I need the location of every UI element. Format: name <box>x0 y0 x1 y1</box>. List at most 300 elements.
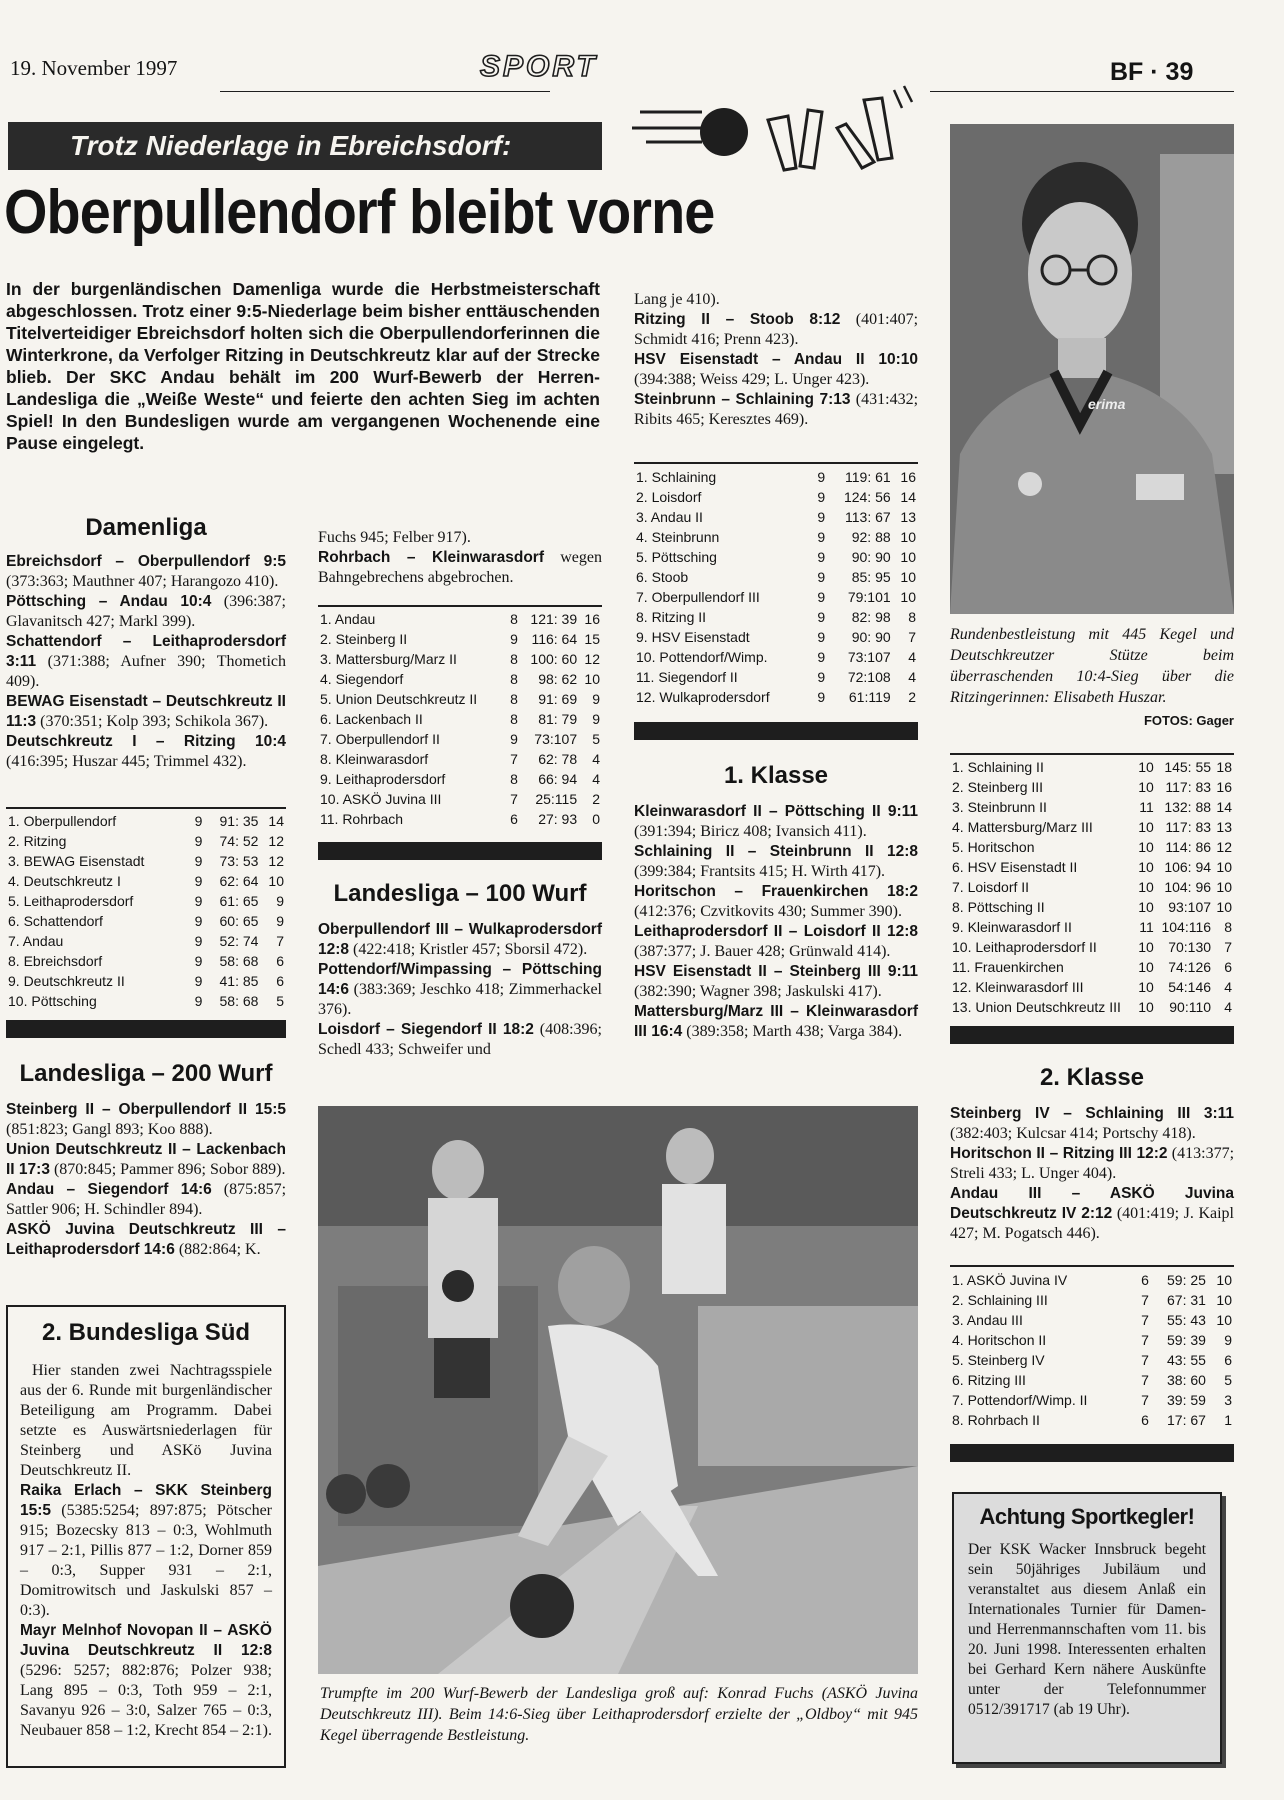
team-cell: 3. Mattersburg/Marz II <box>320 651 457 667</box>
points-cell: 10 <box>584 671 600 687</box>
team-cell: 9. Deutschkreutz II <box>8 973 125 989</box>
team-cell: 6. HSV Eisenstadt II <box>952 859 1078 875</box>
team-cell: 5. Horitschon <box>952 839 1035 855</box>
table-row <box>950 977 1234 997</box>
team-cell: 10. Leithaprodersdorf II <box>952 939 1097 955</box>
table-row <box>318 769 602 789</box>
damenliga-section <box>6 514 286 772</box>
score-cell: 38: 60 <box>1167 1372 1206 1388</box>
games-cell: 9 <box>817 529 826 545</box>
table-row <box>950 1330 1234 1350</box>
team-cell: 8. Ritzing II <box>636 609 707 625</box>
result-entry: Pöttsching – Andau 10:4 (396:387; Glavanitsch 427; Markl 399). <box>6 593 286 630</box>
team-cell: 7. Loisdorf II <box>952 879 1030 895</box>
games-cell: 9 <box>817 509 826 525</box>
team-cell: 7. Pottendorf/Wimp. II <box>952 1392 1088 1408</box>
team-cell: 1. Schlaining II <box>952 759 1044 775</box>
table-row <box>6 971 286 991</box>
score-cell: 114: 86 <box>1165 839 1212 855</box>
score-cell: 25:115 <box>535 791 578 807</box>
score-cell: 132: 88 <box>1164 799 1212 815</box>
table-row <box>950 917 1234 937</box>
team-cell: 1. Oberpullendorf <box>8 813 117 829</box>
team-cell: 9. Leithaprodersdorf <box>320 771 446 787</box>
team-cell: 2. Loisdorf <box>636 489 702 505</box>
score-cell: 61:119 <box>848 689 891 705</box>
team-cell: 7. Andau <box>8 933 64 949</box>
table-row <box>950 777 1234 797</box>
score-cell: 90: 90 <box>851 549 891 565</box>
result-entry: Horitschon II – Ritzing III 12:2 (413:377; Streli 433; L. Unger 404). <box>950 1145 1235 1182</box>
bundesliga-box <box>6 1305 286 1768</box>
score-cell: 91: 35 <box>219 813 259 829</box>
team-cell: 1. ASKÖ Juvina IV <box>952 1272 1068 1288</box>
score-cell: 100: 60 <box>530 651 578 667</box>
score-cell: 121: 39 <box>530 611 578 627</box>
points-cell: 8 <box>908 609 916 625</box>
table-row <box>318 609 602 629</box>
table-row <box>950 877 1234 897</box>
games-cell: 10 <box>1138 939 1154 955</box>
team-cell: 2. Steinberg II <box>320 631 408 647</box>
team-cell: 3. Steinbrunn II <box>952 799 1047 815</box>
games-cell: 9 <box>194 853 203 869</box>
landesliga200-continued <box>318 528 602 588</box>
table-row <box>634 467 918 487</box>
points-cell: 6 <box>1224 1352 1232 1368</box>
damenliga-table-rule <box>6 807 286 809</box>
team-cell: 10. ASKÖ Juvina III <box>320 791 442 807</box>
score-cell: 52: 74 <box>219 933 259 949</box>
table-row <box>950 837 1234 857</box>
games-cell: 6 <box>1141 1412 1149 1428</box>
table-row <box>950 757 1234 777</box>
score-cell: 145: 55 <box>1164 759 1212 775</box>
team-cell: 2. Schlaining III <box>952 1292 1048 1308</box>
team-cell: 2. Ritzing <box>8 833 67 849</box>
games-cell: 9 <box>194 913 203 929</box>
points-cell: 4 <box>908 649 916 665</box>
score-cell: 39: 59 <box>1167 1392 1206 1408</box>
result-entry: Loisdorf – Siegendorf II 18:2 (408:396; Schedl 433; Schweifer und <box>318 1021 602 1058</box>
bundesliga-title: 2. Bundesliga Süd <box>41 1319 251 1346</box>
points-cell: 10 <box>1216 859 1232 875</box>
headline: Oberpullendorf bleibt vorne <box>4 178 715 247</box>
table-row <box>318 729 602 749</box>
score-cell: 91: 69 <box>538 691 578 707</box>
table-row <box>950 997 1234 1017</box>
games-cell: 9 <box>817 669 826 685</box>
table-row <box>950 817 1234 837</box>
games-cell: 8 <box>510 691 518 707</box>
section-divider <box>950 1444 1234 1462</box>
games-cell: 10 <box>1138 759 1154 775</box>
table-row <box>318 629 602 649</box>
points-cell: 2 <box>908 689 916 705</box>
result-entry: BEWAG Eisenstadt – Deutschkreutz II 11:3 (370:351; Kolp 393; Schikola 367). <box>6 693 286 730</box>
table-row <box>6 911 286 931</box>
points-cell: 16 <box>1216 779 1232 795</box>
kicker: Trotz Niederlage in Ebreichsdorf: <box>70 130 512 161</box>
table-row <box>318 789 602 809</box>
games-cell: 10 <box>1138 859 1154 875</box>
table-row <box>318 669 602 689</box>
games-cell: 9 <box>817 589 826 605</box>
team-cell: 4. Horitschon II <box>952 1332 1047 1348</box>
result-entry: Pottendorf/Wimpassing – Pöttsching 14:6 (383:369; Jeschko 418; Zimmerhackel 376). <box>318 961 603 1018</box>
standings-table <box>634 467 918 707</box>
points-cell: 9 <box>276 913 284 929</box>
table-row <box>6 931 286 951</box>
games-cell: 8 <box>510 671 518 687</box>
points-cell: 16 <box>900 469 916 485</box>
klasse1-title: 1. Klasse <box>723 762 829 789</box>
table-row <box>634 507 918 527</box>
result-entry: Kleinwarasdorf II – Pöttsching II 9:11 (391:394; Biricz 408; Ivansich 411). <box>634 803 918 840</box>
landesliga100-section <box>318 880 602 1060</box>
games-cell: 9 <box>194 993 203 1009</box>
games-cell: 7 <box>1141 1332 1149 1348</box>
points-cell: 2 <box>592 791 600 807</box>
table-row <box>318 689 602 709</box>
games-cell: 11 <box>1139 919 1154 935</box>
bowling-graphic-icon <box>632 80 932 176</box>
team-cell: 5. Union Deutschkreutz II <box>320 691 478 707</box>
result-entry: Leithaprodersdorf II – Loisdorf II 12:8 (387:377; J. Bauer 428; Grünwald 414). <box>634 923 918 960</box>
klasse2-table-rule <box>950 1265 1234 1267</box>
score-cell: 85: 95 <box>851 569 891 585</box>
table-row <box>950 1370 1234 1390</box>
points-cell: 10 <box>1216 879 1232 895</box>
result-entry: Steinbrunn – Schlaining 7:13 (431:432; Ribits 465; Keresztes 469). <box>634 391 919 428</box>
table-row <box>634 527 918 547</box>
points-cell: 14 <box>268 813 284 829</box>
games-cell: 10 <box>1138 879 1154 895</box>
table-row <box>634 647 918 667</box>
games-cell: 9 <box>817 489 826 505</box>
landesliga100-results <box>318 920 602 1060</box>
table-row <box>634 667 918 687</box>
team-cell: 5. Pöttsching <box>636 549 717 565</box>
games-cell: 9 <box>194 893 203 909</box>
games-cell: 7 <box>510 791 518 807</box>
games-cell: 9 <box>817 569 826 585</box>
games-cell: 10 <box>1138 979 1154 995</box>
games-cell: 6 <box>1141 1272 1149 1288</box>
result-entry: Mayr Melnhof Novopan II – ASKÖ Juvina Deutschkreutz II 12:8 (5296: 5257; 882:876; Polzer 938; Lang 895 – 0:3, Toth 959 – 2:1, Savanyu 926 – 3:0, Salzer 765 – 0:3, Neubauer 858 – 1:2, Krecht 854 – 2:1). <box>20 1622 272 1739</box>
points-cell: 0 <box>592 811 600 827</box>
points-cell: 4 <box>1224 979 1232 995</box>
result-entry: Deutschkreutz I – Ritzing 10:4 (416:395; Huszar 445; Trimmel 432). <box>6 733 286 770</box>
table-row <box>634 687 918 707</box>
table-row <box>950 957 1234 977</box>
klasse2-title: 2. Klasse <box>1039 1064 1145 1091</box>
table-row <box>6 851 286 871</box>
portrait-caption: Rundenbestleistung mit 445 Kegel und Deutschkreutzer Stütze beim überraschenden 10:4-Sieg über die Ritzingerinnen: Elisabeth Huszar. <box>950 626 1234 706</box>
score-cell: 113: 67 <box>845 509 891 525</box>
klasse1-standings <box>950 757 1234 1017</box>
team-cell: 2. Steinberg III <box>952 779 1044 795</box>
team-cell: 3. BEWAG Eisenstadt <box>8 853 145 869</box>
points-cell: 5 <box>592 731 600 747</box>
photo-credit: FOTOS: Gager <box>1143 713 1234 728</box>
table-row <box>6 831 286 851</box>
section-divider <box>6 1020 286 1038</box>
result-entry: Ebreichsdorf – Oberpullendorf 9:5 (373:363; Mauthner 407; Harangozo 410). <box>6 553 286 590</box>
result-entry: Andau – Siegendorf 14:6 (875:857; Sattler 906; H. Schindler 894). <box>6 1181 287 1218</box>
table-row <box>6 891 286 911</box>
bundesliga-text <box>20 1361 272 1741</box>
issue-date: 19. November 1997 <box>10 56 178 80</box>
team-cell: 8. Rohrbach II <box>952 1412 1040 1428</box>
result-entry: Union Deutschkreutz II – Lackenbach II 17:3 (870:845; Pammer 896; Sobor 889). <box>6 1141 286 1178</box>
klasse2-section <box>950 1064 1234 1244</box>
games-cell: 7 <box>510 751 518 767</box>
points-cell: 1 <box>1224 1412 1232 1428</box>
table-row <box>950 1410 1234 1430</box>
table-row <box>950 1290 1234 1310</box>
score-cell: 17: 67 <box>1167 1412 1206 1428</box>
games-cell: 9 <box>817 609 826 625</box>
score-cell: 90: 90 <box>851 629 891 645</box>
points-cell: 14 <box>900 489 916 505</box>
notice-body: Der KSK Wacker Innsbruck begeht sein 50jähriges Jubiläum und veranstaltet aus diesem Anlaß ein Internationales Turnier für Damen- und Herrenmannschaften vom 11. bis 20. Juni 1998. Interessenten erhalten bei Gerhard Kern nähere Auskünfte unter der Telefonnummer 0512/391717 (ab 19 Uhr). <box>968 1541 1206 1718</box>
points-cell: 15 <box>584 631 600 647</box>
bundesliga-intro: Hier standen zwei Nachtragsspiele aus der 6. Runde mit burgenländischer Beteiligung am Programm. Dabei setzte es Auswärtsniederlagen für Steinberg und ASKö Juvina Deutschkreutz II. <box>20 1362 272 1479</box>
landesliga200-standings <box>318 609 602 829</box>
result-entry: Schattendorf – Leithaprodersdorf 3:11 (371:388; Aufner 390; Thometich 409). <box>6 633 287 690</box>
table-row <box>634 607 918 627</box>
score-cell: 61: 65 <box>219 893 259 909</box>
landesliga100-standings <box>634 467 918 707</box>
points-cell: 12 <box>584 651 600 667</box>
table-row <box>634 587 918 607</box>
table-row <box>318 709 602 729</box>
landesliga200-table-rule <box>318 605 602 607</box>
team-cell: 5. Steinberg IV <box>952 1352 1045 1368</box>
score-cell: 117: 83 <box>1165 819 1212 835</box>
result-entry: Horitschon – Frauenkirchen 18:2 (412:376; Czvitkovits 430; Summer 390). <box>634 883 918 920</box>
games-cell: 10 <box>1138 819 1154 835</box>
games-cell: 7 <box>1141 1372 1149 1388</box>
points-cell: 10 <box>1216 1312 1232 1328</box>
games-cell: 7 <box>1141 1392 1149 1408</box>
team-cell: 12. Kleinwarasdorf III <box>952 979 1084 995</box>
points-cell: 13 <box>900 509 916 525</box>
games-cell: 9 <box>817 649 826 665</box>
score-cell: 41: 85 <box>219 973 259 989</box>
points-cell: 9 <box>1224 1332 1232 1348</box>
bowler-scene-icon <box>318 1106 918 1674</box>
table-row <box>634 487 918 507</box>
score-cell: 62: 64 <box>219 873 259 889</box>
page-number: BF · 39 <box>1110 58 1194 86</box>
standings-table <box>950 1270 1234 1430</box>
table-row <box>6 991 286 1011</box>
result-entry: HSV Eisenstadt II – Steinberg III 9:11 (382:390; Wagner 398; Jaskulski 417). <box>634 963 918 1000</box>
header-rule-right <box>930 91 1234 92</box>
games-cell: 9 <box>510 631 518 647</box>
points-cell: 12 <box>268 833 284 849</box>
score-cell: 70:130 <box>1168 939 1212 955</box>
score-cell: 104:116 <box>1161 919 1212 935</box>
team-cell: 8. Kleinwarasdorf <box>320 751 429 767</box>
team-cell: 3. Andau III <box>952 1312 1023 1328</box>
games-cell: 10 <box>1138 959 1154 975</box>
player-portrait-photo <box>950 124 1234 614</box>
games-cell: 10 <box>1138 899 1154 915</box>
score-cell: 62: 78 <box>538 751 578 767</box>
standings-table <box>950 757 1234 1017</box>
team-cell: 10. Pöttsching <box>8 993 97 1009</box>
score-cell: 119: 61 <box>845 469 891 485</box>
games-cell: 7 <box>1141 1292 1149 1308</box>
games-cell: 9 <box>817 689 826 705</box>
result-entry: Mattersburg/Marz III – Kleinwarasdorf III 16:4 (389:358; Marth 438; Varga 384). <box>634 1003 918 1040</box>
score-cell: 60: 65 <box>219 913 259 929</box>
table-row <box>950 1390 1234 1410</box>
standings-table <box>6 811 286 1011</box>
games-cell: 9 <box>194 933 203 949</box>
table-row <box>950 857 1234 877</box>
points-cell: 6 <box>276 953 284 969</box>
points-cell: 7 <box>1224 939 1232 955</box>
landesliga100-title: Landesliga – 100 Wurf <box>333 880 587 907</box>
result-entry: Andau III – ASKÖ Juvina Deutschkreutz IV 2:12 (401:419; J. Kaipl 427; M. Pogatsch 446). <box>950 1185 1234 1242</box>
score-cell: 74:126 <box>1168 959 1212 975</box>
games-cell: 7 <box>1141 1352 1149 1368</box>
points-cell: 12 <box>1216 839 1232 855</box>
score-cell: 117: 83 <box>1165 779 1212 795</box>
team-cell: 9. Kleinwarasdorf II <box>952 919 1072 935</box>
landesliga100-continued <box>634 290 918 430</box>
damenliga-results <box>6 552 286 772</box>
score-cell: 81: 79 <box>538 711 578 727</box>
team-cell: 6. Lackenbach II <box>320 711 423 727</box>
games-cell: 8 <box>510 651 518 667</box>
score-cell: 43: 55 <box>1167 1352 1206 1368</box>
table-row <box>634 627 918 647</box>
score-cell: 106: 94 <box>1164 859 1212 875</box>
team-cell: 4. Siegendorf <box>320 671 404 687</box>
klasse1-table-rule <box>950 753 1234 755</box>
klasse1-section <box>634 762 918 1042</box>
points-cell: 13 <box>1216 819 1232 835</box>
points-cell: 10 <box>268 873 284 889</box>
score-cell: 73:107 <box>847 649 891 665</box>
table-row <box>950 897 1234 917</box>
result-entry: ASKÖ Juvina Deutschkreutz III – Leithaprodersdorf 14:6 (882:864; K. <box>6 1221 286 1258</box>
score-cell: 72:108 <box>847 669 891 685</box>
games-cell: 7 <box>1141 1312 1149 1328</box>
score-cell: 82: 98 <box>851 609 891 625</box>
result-entry: Steinberg IV – Schlaining III 3:11 (382:403; Kulcsar 414; Portschy 418). <box>950 1105 1234 1142</box>
team-cell: 11. Siegendorf II <box>636 669 738 685</box>
team-cell: 1. Schlaining <box>636 469 717 485</box>
landesliga200-title: Landesliga – 200 Wurf <box>19 1060 273 1087</box>
result-entry: Ritzing II – Stoob 8:12 (401:407; Schmidt 416; Prenn 423). <box>634 311 919 348</box>
points-cell: 4 <box>908 669 916 685</box>
games-cell: 8 <box>510 771 518 787</box>
score-cell: 74: 52 <box>219 833 259 849</box>
landesliga200-section <box>6 1060 286 1260</box>
score-cell: 58: 68 <box>219 993 259 1009</box>
points-cell: 9 <box>276 893 284 909</box>
points-cell: 7 <box>276 933 284 949</box>
section-divider <box>634 722 918 740</box>
games-cell: 11 <box>1139 799 1154 815</box>
table-row <box>634 567 918 587</box>
points-cell: 10 <box>1216 1272 1232 1288</box>
team-cell: 5. Leithaprodersdorf <box>8 893 134 909</box>
table-row <box>950 797 1234 817</box>
header-rule-left <box>220 91 550 92</box>
points-cell: 6 <box>1224 959 1232 975</box>
points-cell: 4 <box>592 751 600 767</box>
score-cell: 73: 53 <box>219 853 259 869</box>
score-cell: 54:146 <box>1168 979 1212 995</box>
score-cell: 90:110 <box>1169 999 1212 1015</box>
points-cell: 7 <box>908 629 916 645</box>
damenliga-title: Damenliga <box>85 514 207 541</box>
points-cell: 10 <box>1216 1292 1232 1308</box>
score-cell: 27: 93 <box>538 811 578 827</box>
table-row <box>318 649 602 669</box>
team-cell: 7. Oberpullendorf III <box>636 589 760 605</box>
lead-paragraph: In der burgenländischen Damenliga wurde die Herbstmeisterschaft abgeschlossen. Trotz einer 9:5-Niederlage beim bisher enttäuschenden Titelverteidiger Ebreichsdorf holten sich die Oberpullendorferinnen die Winterkrone, da Verfolger Ritzing in Deutschkreutz klar auf der Strecke blieb. Der SKC Andau behält im 200 Wurf-Bewerb der Herren-Landesliga die „Weiße Weste“ und feierte den achten Sieg im achten Spiel! In den Bundesligen wurde am vergangenen Wochenende eine Pause eingelegt. <box>6 279 600 453</box>
games-cell: 9 <box>510 731 518 747</box>
score-cell: 104: 96 <box>1164 879 1212 895</box>
team-cell: 1. Andau <box>320 611 376 627</box>
score-cell: 58: 68 <box>219 953 259 969</box>
result-entry: Raika Erlach – SKK Steinberg 15:5 (5385:5254; 897:875; Pötscher 915; Bozecsky 813 – 0:3, Wohlmuth 917 – 2:1, Pillis 877 – 1:2, Dorner 859 – 0:3, Supper 931 – 2:1, Domitrowitsch und Jaskulski 857 – 0:3). <box>20 1482 272 1619</box>
games-cell: 9 <box>194 953 203 969</box>
team-cell: 6. Schattendorf <box>8 913 103 929</box>
section-divider <box>950 1026 1234 1044</box>
games-cell: 9 <box>817 629 826 645</box>
team-cell: 4. Deutschkreutz I <box>8 873 121 889</box>
games-cell: 10 <box>1138 779 1154 795</box>
team-cell: 12. Wulkaprodersdorf <box>636 689 770 705</box>
points-cell: 18 <box>1216 759 1232 775</box>
team-cell: 3. Andau II <box>636 509 703 525</box>
points-cell: 10 <box>900 589 916 605</box>
table-row <box>6 951 286 971</box>
team-cell: 11. Frauenkirchen <box>952 959 1064 975</box>
games-cell: 9 <box>194 813 203 829</box>
games-cell: 9 <box>194 873 203 889</box>
score-cell: 93:107 <box>1168 899 1212 915</box>
games-cell: 9 <box>817 549 826 565</box>
points-cell: 12 <box>268 853 284 869</box>
score-cell: 73:107 <box>534 731 578 747</box>
games-cell: 8 <box>510 611 518 627</box>
team-cell: 4. Mattersburg/Marz III <box>952 819 1093 835</box>
damenliga-standings <box>6 811 286 1011</box>
games-cell: 10 <box>1138 999 1154 1015</box>
action-photo-caption: Trumpfte im 200 Wurf-Bewerb der Landesliga groß auf: Konrad Fuchs (ASKÖ Juvina Deutschkreutz III). Beim 14:6-Sieg über Leithaprodersdorf erzielte der „Oldboy“ mit 945 Kegel überragende Bestleistung. <box>320 1685 918 1744</box>
landesliga100-continued-text: Lang je 410). Ritzing II – Stoob 8:12 (401:407; Schmidt 416; Prenn 423). HSV Eisenstadt – Andau II 10:10 (394:388; Weiss 429; L. Unger 423). Steinbrunn – Schlaining 7:13 (431:432; Ribits 465; Keresztes 469). <box>634 291 919 428</box>
landesliga200-results <box>6 1100 286 1260</box>
notice-box <box>952 1492 1222 1764</box>
points-cell: 9 <box>592 711 600 727</box>
points-cell: 5 <box>276 993 284 1009</box>
points-cell: 3 <box>1224 1392 1232 1408</box>
result-entry: Steinberg II – Oberpullendorf II 15:5 (851:823; Gangl 893; Koo 888). <box>6 1101 286 1138</box>
team-cell: 8. Ebreichsdorf <box>8 953 103 969</box>
team-cell: 13. Union Deutschkreutz III <box>952 999 1121 1015</box>
games-cell: 8 <box>510 711 518 727</box>
